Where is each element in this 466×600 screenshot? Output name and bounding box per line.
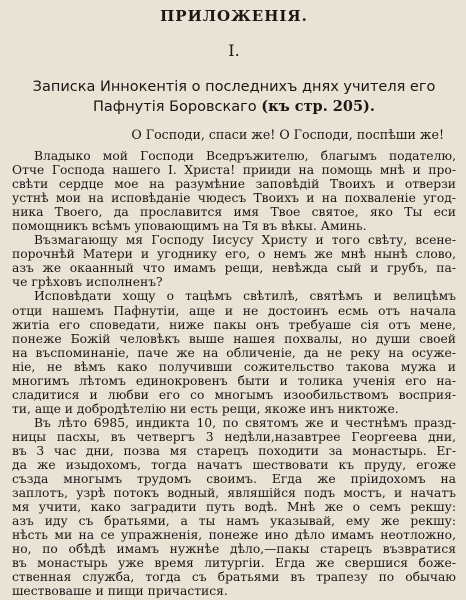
text-line: свѣти сердце мое на разумѣние заповѣдій Твоихъ и отверзи bbox=[12, 177, 456, 192]
text-line: азъ же окаанный что имамъ рещи, невѣжда сый и грубъ, па- bbox=[12, 261, 456, 276]
text-line: шествоваше и пищи причастися. bbox=[12, 584, 228, 599]
title-line-1: Записка Иннокентія о последнихъ днях учителя его bbox=[32, 79, 436, 95]
text-line: Отче Господа нашего І. Христа! прииди на помощь мнѣ и про- bbox=[12, 163, 456, 178]
section-numeral: I. bbox=[228, 41, 240, 60]
text-line: сладитися и любви его со многымъ изообильствомъ восприя- bbox=[12, 387, 456, 402]
text-line: въ монастырь уже время литургіи. Егда же свершися боже- bbox=[12, 556, 456, 571]
section-title bbox=[12, 78, 456, 117]
running-header: ПРИЛОЖЕНІЯ. bbox=[160, 7, 308, 25]
text-line: ницы пасхы, въ четвергъ 3 недѣли,назавтрее Георгеева дни, bbox=[12, 429, 456, 444]
text-line: помощникъ всѣмъ уповающимъ на Тя въ вѣкы. Аминь. bbox=[12, 219, 367, 234]
text-line: но, по обѣдѣ имамъ нужнѣе дѣло,—пакы старецъ възвратися bbox=[12, 542, 456, 557]
text-line: ти, аще и добродѣтелію ни есть рещи, якоже инъ никтоже. bbox=[12, 401, 399, 416]
text-line: да же изыдохомъ, тогда начатъ шествовати къ пруду, егоже bbox=[12, 458, 456, 473]
text-line: създа многымъ трудомъ своимъ. Егда же прiидохомъ на bbox=[12, 472, 456, 487]
text-line: че грѣховъ исполненъ? bbox=[12, 275, 163, 290]
text-line: Въ лѣто 6985, индикта 10, по святомъ же и честнѣмъ празд- bbox=[34, 415, 456, 430]
text-line: заплотъ, узрѣ потокъ водный, являшійся подъ мостъ, и начатъ bbox=[12, 486, 456, 501]
text-line: Исповѣдати хощу о тацѣмъ свѣтилѣ, святѣмъ и велицѣмъ bbox=[34, 289, 456, 304]
text-line: ніе, не вѣмъ како получивши сожительство такова мужа и bbox=[12, 359, 456, 374]
page-reference: (къ стр. 205). bbox=[261, 98, 375, 115]
text-line: отци нашемъ Пафнутіи, аще и не достоинъ есмь отъ начала bbox=[12, 303, 456, 318]
epigraph: О Господи, спаси же! О Господи, поспѣши же! bbox=[131, 127, 444, 142]
text-line: мя учити, како заградити путь водѣ. Мнѣ же о семъ рекшу: bbox=[12, 500, 456, 515]
text-line: нѣсть ми на се упражненія, понеже ино дѣло имамъ неотложно, bbox=[12, 528, 456, 543]
text-line: Възмагающу мя Господу Іисусу Христу и того свѣту, всене- bbox=[34, 233, 456, 248]
text-line: азъ иду съ братьями, а ты намъ указывай, ему же рекшу: bbox=[12, 514, 456, 529]
text-line: житіа его споведати, ниже пакы онъ требуаше сія отъ мене, bbox=[12, 317, 456, 332]
text-line: ственная служба, тогда съ братьями въ трапезу по обычаю bbox=[12, 570, 456, 585]
title-line-2 bbox=[12, 97, 456, 117]
text-line: многимъ лѣтомъ единокровенъ быти и толика ученія его на- bbox=[12, 373, 456, 388]
text-line: устнѣ мои на исповѣданіе чюдесъ Твоихъ и на похваленіе угод- bbox=[12, 191, 456, 206]
text-line: порочнѣй Матери и угоднику его, о немъ же мнѣ нынѣ слово, bbox=[12, 247, 456, 262]
text-line: понеже Божій человѣкъ выше нашея похвалы, но души своей bbox=[12, 331, 456, 346]
text-line: въ 3 час дни, позва мя старецъ походити за монастырь. Ег- bbox=[12, 443, 456, 458]
text-line: Владыко мой Господи Вседръжителю, благымъ подателю, bbox=[34, 149, 456, 163]
body-text bbox=[12, 149, 456, 599]
title-name: Пафнутія Боровскаго bbox=[93, 99, 257, 115]
text-line: на въспоминаніе, паче же на обличеніе, да не реку на осуже- bbox=[12, 345, 456, 360]
text-line: ника Твоего, да прославится имя Твое святое, яко Ты еси bbox=[12, 205, 456, 220]
